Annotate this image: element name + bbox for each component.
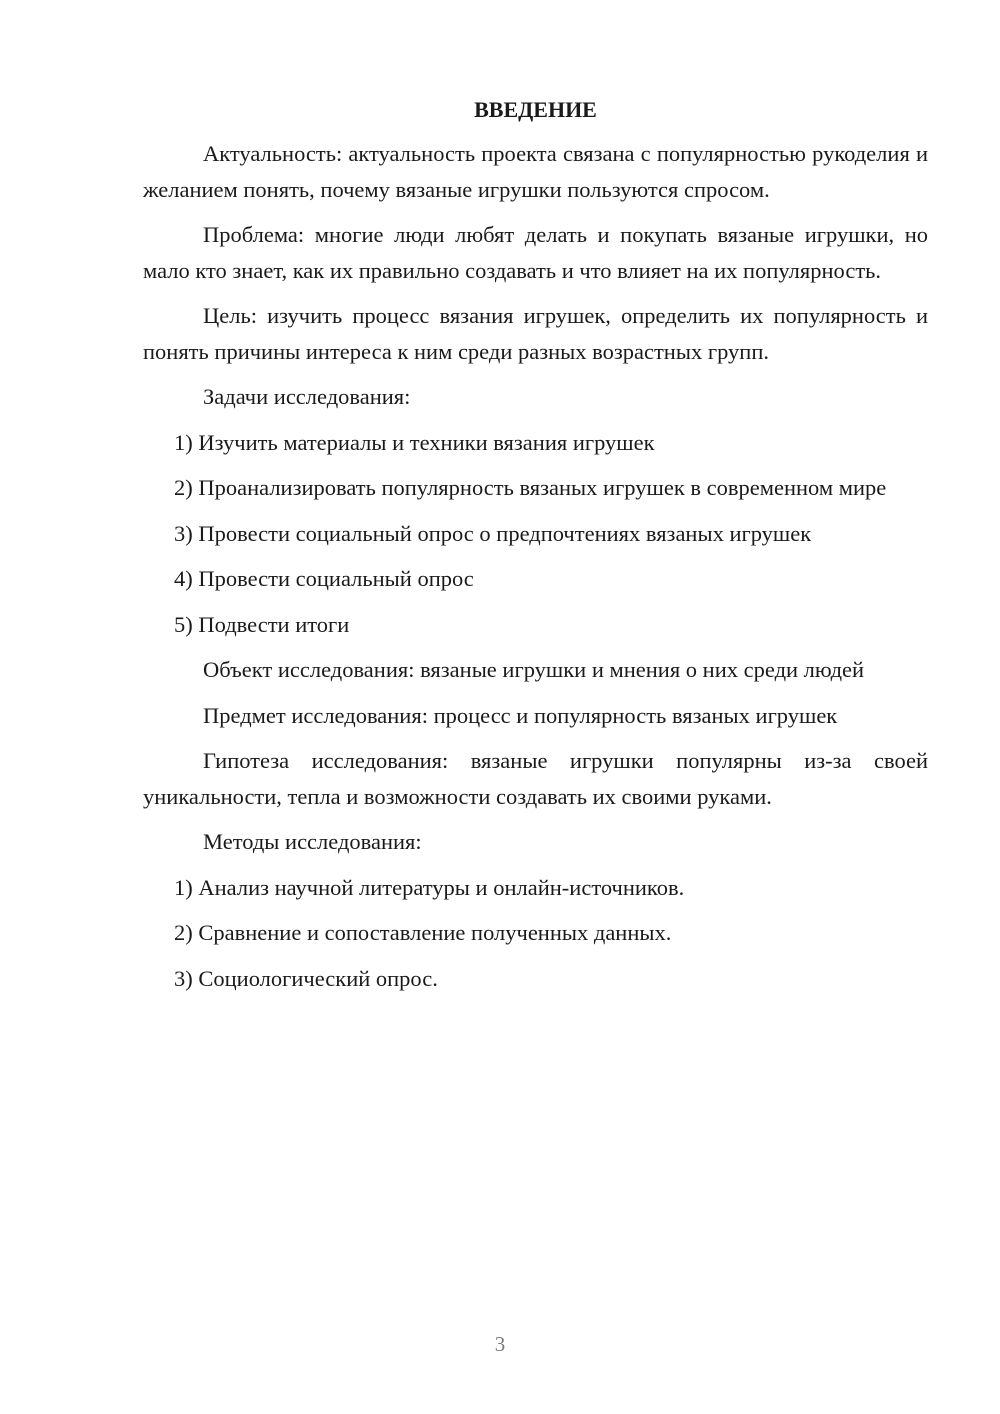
task-item: 3) Провести социальный опрос о предпочтениях вязаных игрушек [174,520,812,546]
task-item: 5) Подвести итоги [174,611,350,637]
task-item: 1) Изучить материалы и техники вязания игрушек [174,429,655,455]
method-item: 3) Социологический опрос. [174,965,438,991]
object-paragraph: Объект исследования: вязаные игрушки и мнения о них среди людей [203,657,865,682]
goal-paragraph: Цель: изучить процесс вязания игрушек, определить их популярность и понять причины интереса к ним среди разных возрастных групп. [143,303,928,364]
method-item: 2) Сравнение и сопоставление полученных данных. [174,920,672,945]
task-item: 2) Проанализировать популярность вязаных игрушек в современном мире [174,475,887,500]
problem-paragraph: Проблема: многие люди любят делать и покупать вязаные игрушки, но мало кто знает, как их правильно создавать и что влияет на их популярность. [143,222,928,283]
task-item: 4) Провести социальный опрос [174,566,474,591]
section-title: ВВЕДЕНИЕ [474,97,597,122]
hypothesis-paragraph: Гипотеза исследования: вязаные игрушки популярны из-за своей уникальности, тепла и возможности создавать их своими руками. [143,748,928,809]
tasks-heading: Задачи исследования: [203,384,411,409]
page-number: 3 [494,1332,506,1356]
relevance-paragraph: Актуальность: актуальность проекта связана с популярностью рукоделия и желанием понять, почему вязаные игрушки пользуются спросом. [143,141,928,202]
method-item: 1) Анализ научной литературы и онлайн-источников. [174,874,685,900]
document-page [143,92,928,1006]
subject-paragraph: Предмет исследования: процесс и популярность вязаных игрушек [203,702,838,728]
methods-heading: Методы исследования: [203,829,422,854]
